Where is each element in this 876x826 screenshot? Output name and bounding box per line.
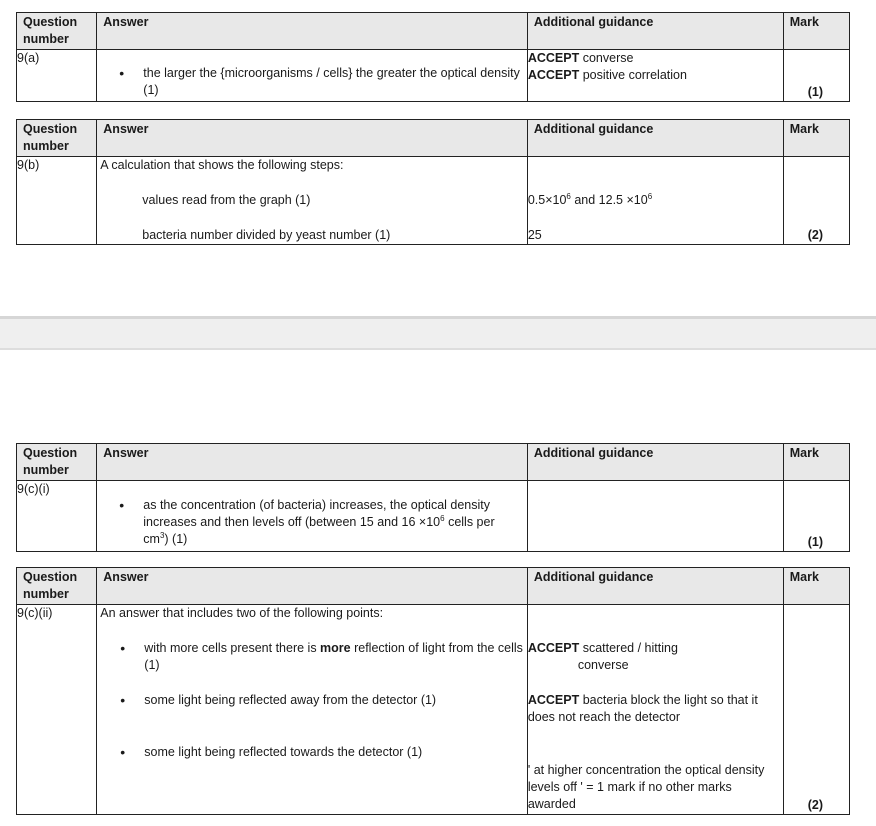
answer-row xyxy=(17,481,850,552)
mark-scheme-table-9ci xyxy=(16,443,850,552)
question-number: 9(c)(i) xyxy=(17,481,97,552)
page-divider xyxy=(0,316,876,350)
question-number: 9(c)(ii) xyxy=(17,605,97,815)
bullet-icon: • xyxy=(119,497,125,513)
final-guidance: ' at higher concentration the optical density levels off ' = 1 mark if no other marks awarded xyxy=(527,763,765,811)
mark-cell xyxy=(783,605,849,815)
answer-intro: A calculation that shows the following steps: xyxy=(100,158,344,172)
header-row xyxy=(17,13,850,50)
guidance-line: ACCEPT positive correlation xyxy=(527,68,687,82)
mark-scheme-table-9a xyxy=(16,12,850,102)
mark-value: (2) xyxy=(807,798,823,812)
answer-bullet xyxy=(119,65,527,99)
header-mark: Mark xyxy=(783,120,849,157)
answer-text: as the concentration (of bacteria) increases, the optical density increases and then levels off (between 15 and $16 \times 10^6$ cells per $cm^3$) (1) xyxy=(143,498,495,546)
point-1-guidance: ACCEPT scattered / hitting xyxy=(527,641,678,655)
answer-bullet-2: • some light being reflected away from the detector (1) xyxy=(120,692,437,708)
header-row xyxy=(17,568,850,605)
mark-scheme-table-9b xyxy=(16,119,850,245)
question-number: 9(a) xyxy=(17,50,97,102)
header-answer: Answer xyxy=(97,13,528,50)
header-guidance: Additional guidance xyxy=(527,13,783,50)
header-guidance: Additional guidance xyxy=(527,120,783,157)
bullet-icon: • xyxy=(120,692,126,708)
answer-cell xyxy=(97,481,528,552)
answer-row xyxy=(17,50,850,102)
step-1-guidance: $0.5\times 10^6$ and $12.5 \times 10^6$ xyxy=(527,192,653,207)
step-1: values read from the graph (1) xyxy=(142,193,311,207)
question-number: 9(b) xyxy=(17,157,97,245)
guidance-cell xyxy=(527,481,783,552)
bullet-icon: • xyxy=(120,744,126,760)
step-2-guidance: 25 xyxy=(527,228,542,242)
answer-bullet-1: • with more cells present there is more reflection of light from the cells (1) xyxy=(120,640,523,672)
header-guidance: Additional guidance xyxy=(527,444,783,481)
header-mark: Mark xyxy=(783,13,849,50)
answer-row xyxy=(17,157,850,245)
answer-cell xyxy=(97,157,528,245)
bullet-icon: • xyxy=(120,640,126,656)
mark-value: (1) xyxy=(807,535,823,549)
header-answer: Answer xyxy=(97,444,528,481)
answer-text: the larger the {microorganisms / cells} the greater the optical density (1) xyxy=(143,66,520,97)
answer-intro: An answer that includes two of the following points: xyxy=(100,606,384,620)
mark-value: (1) xyxy=(807,85,823,99)
bullet-icon: • xyxy=(119,65,125,81)
header-answer: Answer xyxy=(97,120,528,157)
guidance-cell xyxy=(527,605,783,815)
header-row xyxy=(17,444,850,481)
answer-row xyxy=(17,605,850,815)
header-guidance: Additional guidance xyxy=(527,568,783,605)
header-mark: Mark xyxy=(783,568,849,605)
header-mark: Mark xyxy=(783,444,849,481)
point-2-guidance: ACCEPT bacteria block the light so that it does not reach the detector xyxy=(527,693,758,724)
header-question-number: Question number xyxy=(17,120,97,157)
answer-cell xyxy=(97,605,528,815)
header-row xyxy=(17,120,850,157)
mark-scheme-table-9cii xyxy=(16,567,850,815)
header-question-number: Question number xyxy=(17,13,97,50)
answer-bullet xyxy=(119,497,523,548)
guidance-line: ACCEPT converse xyxy=(527,51,634,65)
answer-bullet-3: • some light being reflected towards the detector (1) xyxy=(120,744,423,760)
point-1-guidance-converse: converse xyxy=(577,658,629,672)
mark-value: (2) xyxy=(807,228,823,242)
answer-cell xyxy=(97,50,528,102)
mark-cell xyxy=(783,157,849,245)
mark-cell xyxy=(783,50,849,102)
header-question-number: Question number xyxy=(17,568,97,605)
guidance-cell xyxy=(527,157,783,245)
guidance-cell xyxy=(527,50,783,102)
header-question-number: Question number xyxy=(17,444,97,481)
mark-cell xyxy=(783,481,849,552)
header-answer: Answer xyxy=(97,568,528,605)
step-2: bacteria number divided by yeast number (1) xyxy=(142,228,391,242)
